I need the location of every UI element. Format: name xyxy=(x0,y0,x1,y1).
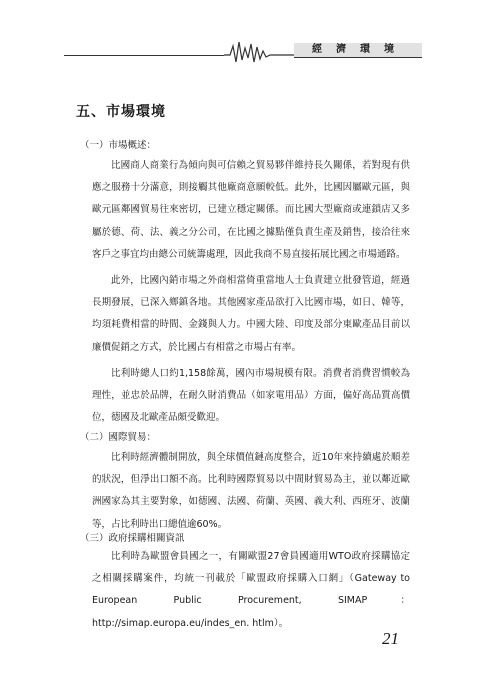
section-title: 五、市場環境 xyxy=(76,104,166,120)
paragraph-market-3: 比利時總人口約1,158餘萬，國內市場規模有限。消費者消費習慣較為理性，並忠於品牌，在耐久財消費品（如家電用品）方面，偏好高品質高價位，德國及北歐產品頗受歡迎。 xyxy=(92,368,410,424)
page-number: 21 xyxy=(382,629,399,648)
paragraph-procurement-1: 比利時為歐盟會員國之一，有關歐盟27會員國適用WTO政府採購協定之相關採購案件，均統一刊載於「歐盟政府採購入口網」（Gateway to European Public Procurement, SIMAP：http://simap.europa.eu/indes_en. htlm）。 xyxy=(92,551,410,629)
header-rule xyxy=(64,55,224,56)
header-tab-label: 經濟環境 xyxy=(294,43,422,58)
subsection-heading-trade: （二）國際貿易： xyxy=(80,432,157,443)
paragraph-trade-1: 比利時經濟體制開放，與全球價值鏈高度整合，近10年來持續處於順差的狀況，但淨出口額不高。比利時國際貿易以中間財貿易為主，並以鄰近歐洲國家為其主要對象，如德國、法國、荷蘭、英國、義大利、西班牙、波蘭等，占比利時出口總值逾60%。 xyxy=(92,452,410,530)
subsection-heading-market-overview: （一）市場概述： xyxy=(80,140,157,151)
paragraph-market-1: 比國商人商業行為傾向與可信賴之貿易夥伴維持長久關係，若對現有供應之服務十分滿意，則接觸其他廠商意願較低。此外，比國因屬歐元區，與歐元區鄰國貿易往來密切，已建立穩定關係。而比國大型廠商或連鎖店又多屬於德、荷、法、義之分公司，在比國之據點僅負責生產及銷售，接洽往來客戶之事宜均由總公司統籌處理，因此我商不易直接拓展比國之市場通路。 xyxy=(92,160,410,260)
subsection-heading-procurement: （三）政府採購相關資訊 xyxy=(80,533,185,544)
page-header xyxy=(64,38,422,64)
paragraph-market-2: 此外，比國內銷市場之外商相當倚重當地人士負責建立批發管道，經過長期發展，已深入鄉鎮各地。其他國家產品欲打入比國市場，如日、韓等，均須耗費相當的時間、金錢與人力。中國大陸、印度及部分東歐產品目前以廉價促銷之方式，於比國占有相當之市場占有率。 xyxy=(92,275,410,353)
pulse-wave-icon xyxy=(224,38,296,64)
